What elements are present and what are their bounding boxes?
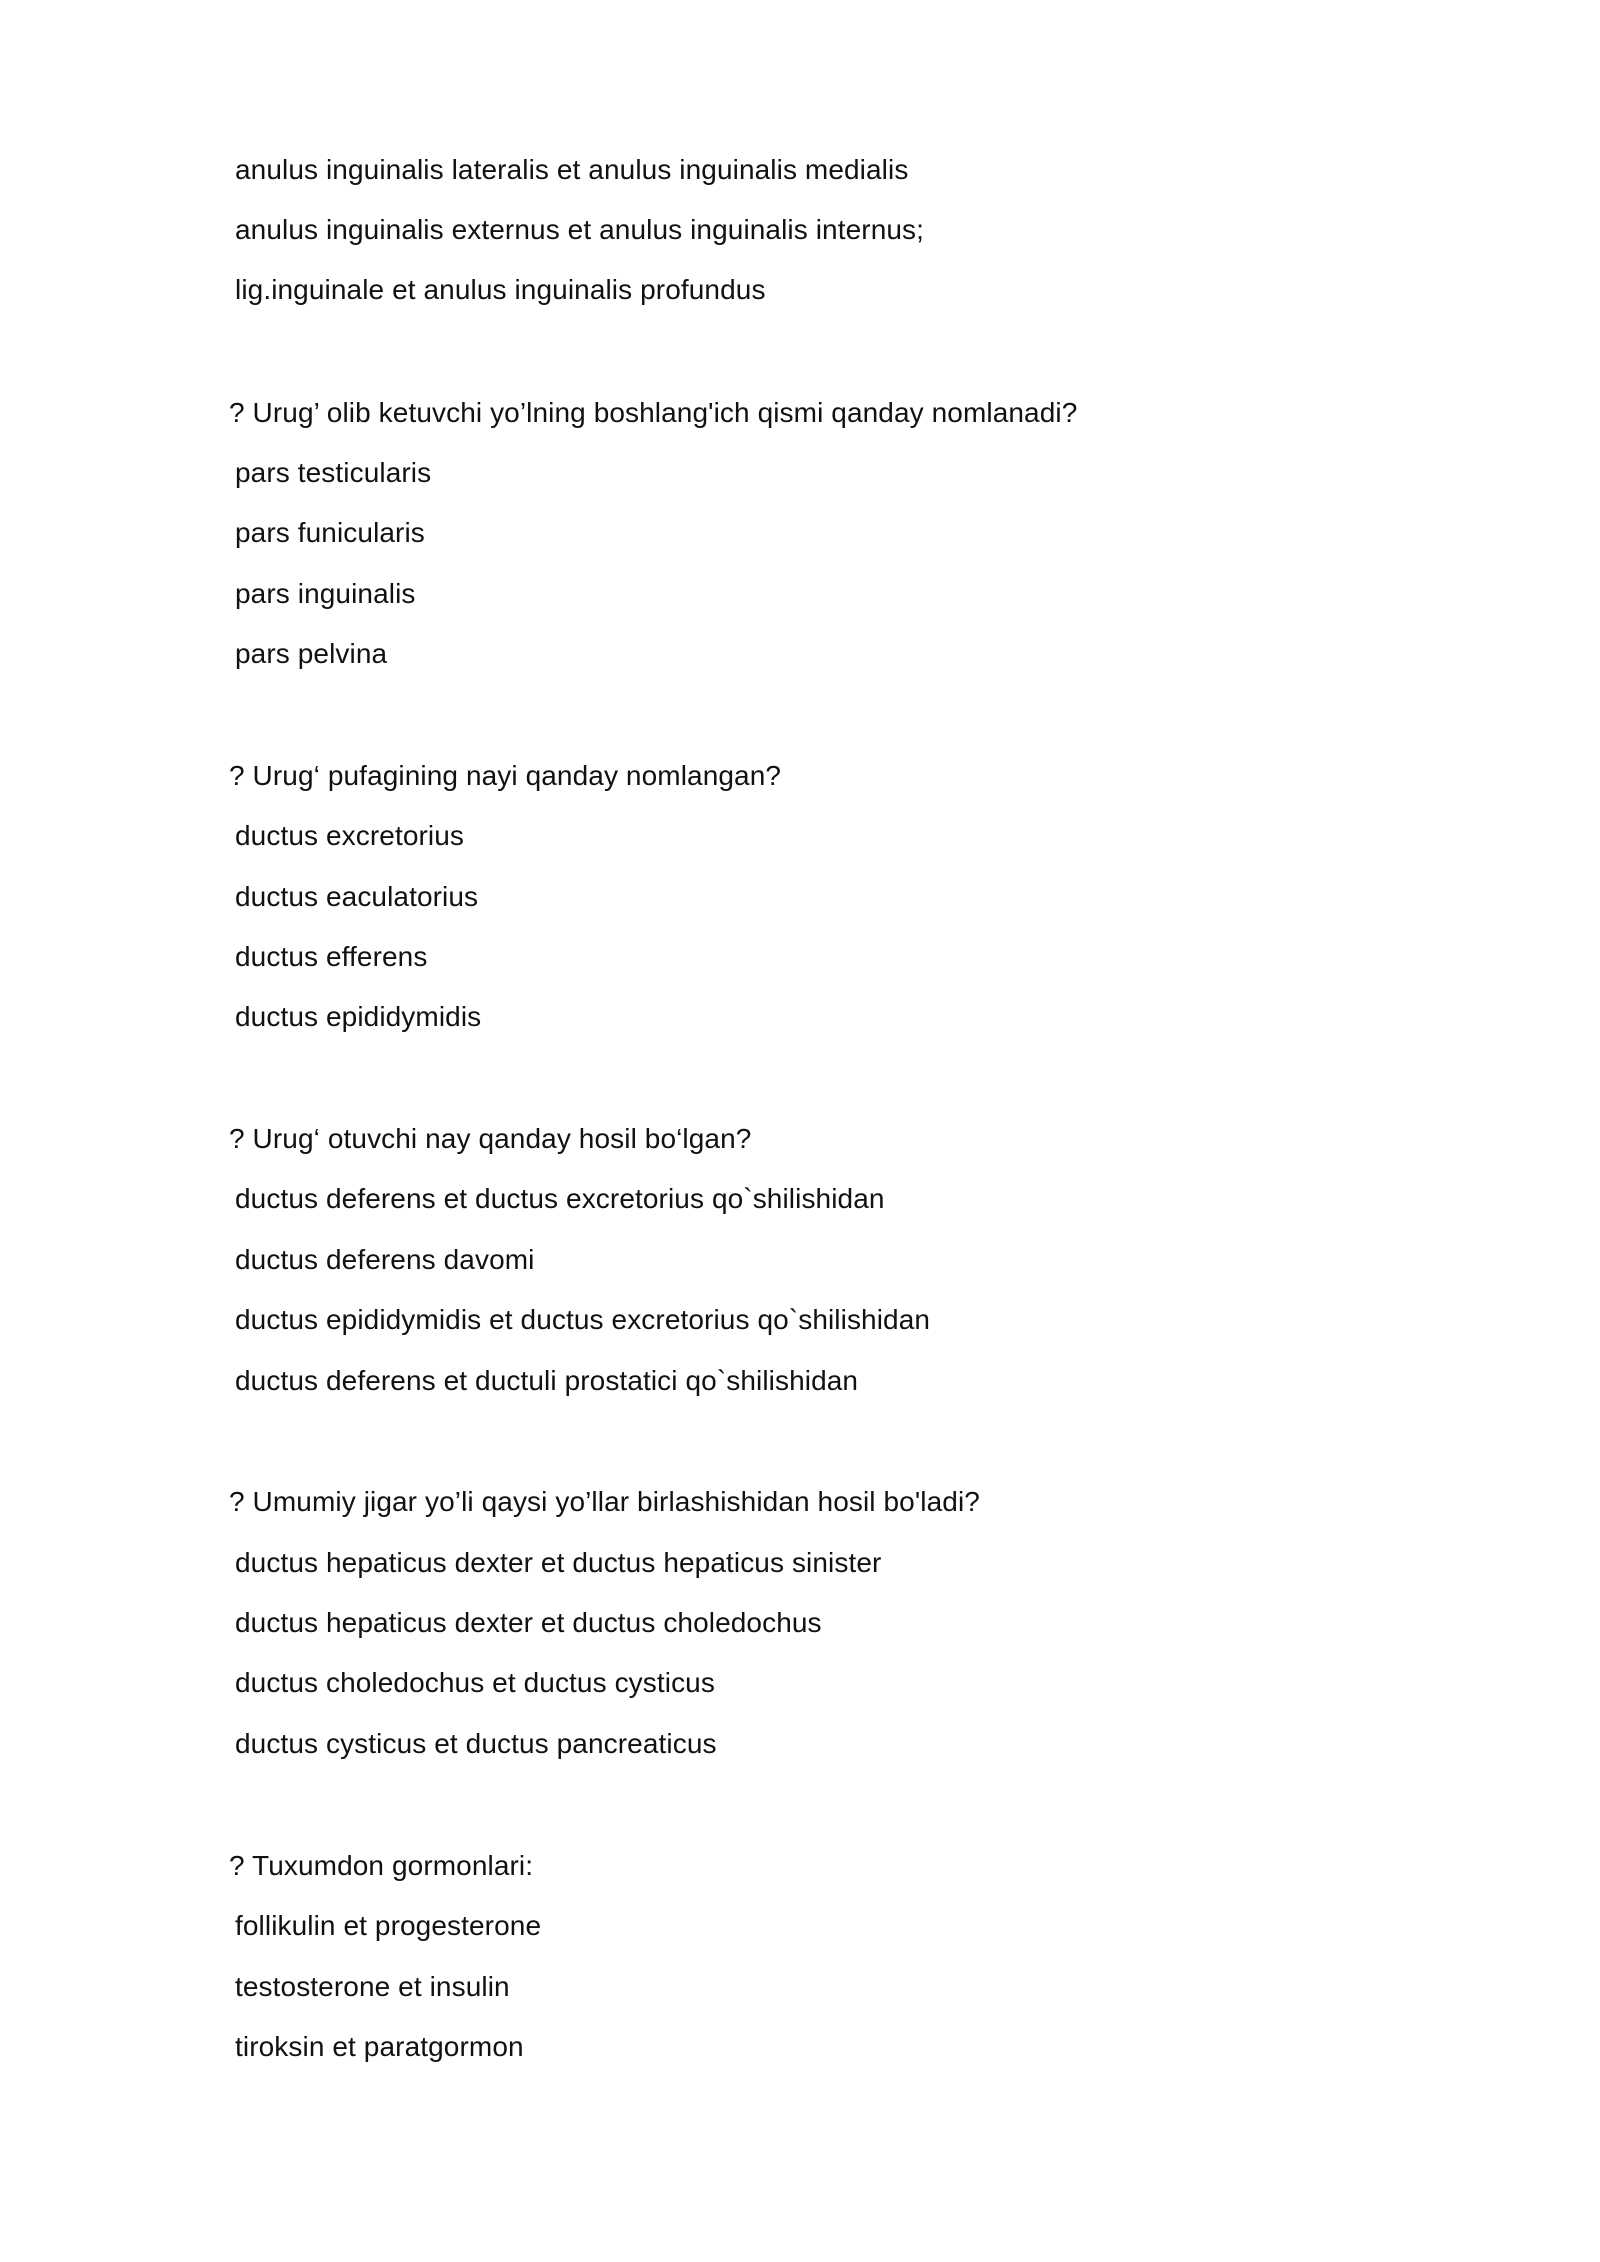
answer-option: pars inguinalis (235, 578, 416, 609)
answer-option: ductus efferens (235, 941, 428, 972)
question-text: ? Umumiy jigar yo’li qaysi yo’llar birlashishidan hosil bo'ladi? (229, 1486, 980, 1517)
answer-option: pars funicularis (235, 517, 425, 548)
answer-option: pars testicularis (235, 457, 432, 488)
answer-option: ductus eaculatorius (235, 881, 479, 912)
answer-option: anulus inguinalis lateralis et anulus inguinalis medialis (235, 154, 909, 185)
answer-option: ductus hepaticus dexter et ductus choledochus (235, 1607, 822, 1638)
answer-option: ductus epididymidis (235, 1001, 482, 1032)
answer-option: ductus deferens et ductuli prostatici qo`shilishidan (235, 1365, 859, 1396)
question-text: ? Urug‘ otuvchi nay qanday hosil bo‘lgan? (229, 1123, 752, 1154)
answer-option: anulus inguinalis externus et anulus inguinalis internus; (235, 214, 925, 245)
answer-option: testosterone et insulin (235, 1971, 510, 2002)
answer-option: pars pelvina (235, 638, 388, 669)
answer-option: follikulin et progesterone (235, 1910, 542, 1941)
question-text: ? Tuxumdon gormonlari: (229, 1850, 534, 1881)
answer-option: tiroksin et paratgormon (235, 2031, 524, 2062)
answer-option: lig.inguinale et anulus inguinalis profundus (235, 274, 766, 305)
answer-option: ductus deferens davomi (235, 1244, 535, 1275)
answer-option: ductus cysticus et ductus pancreaticus (235, 1728, 717, 1759)
question-text: ? Urug‘ pufagining nayi qanday nomlangan? (229, 760, 782, 791)
answer-option: ductus hepaticus dexter et ductus hepaticus sinister (235, 1547, 882, 1578)
answer-option: ductus epididymidis et ductus excretorius qo`shilishidan (235, 1304, 931, 1335)
question-text: ? Urug’ olib ketuvchi yo’lning boshlang'ich qismi qanday nomlanadi? (229, 397, 1078, 428)
answer-option: ductus deferens et ductus excretorius qo`shilishidan (235, 1183, 885, 1214)
answer-option: ductus choledochus et ductus cysticus (235, 1667, 715, 1698)
answer-option: ductus excretorius (235, 820, 465, 851)
